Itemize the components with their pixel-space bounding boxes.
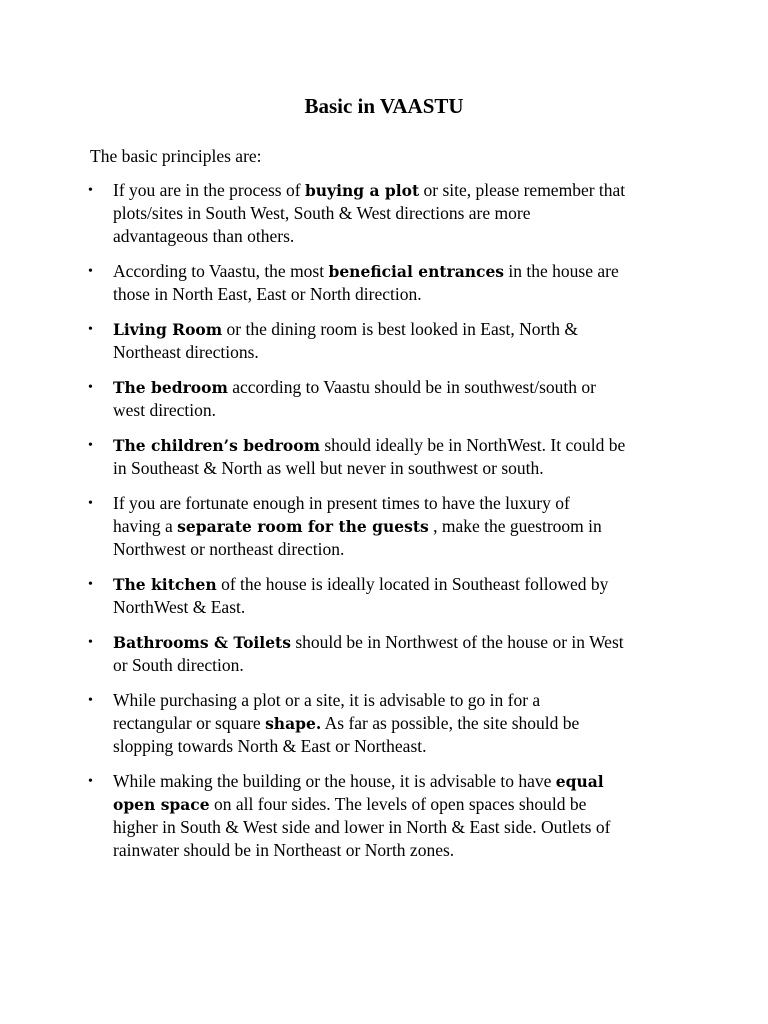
list-item — [88, 318, 688, 364]
body-text: rainwater should be in Northeast or North zones. — [113, 840, 455, 860]
bullet-icon: • — [88, 438, 93, 453]
list-item-line — [113, 735, 688, 758]
emphasis-text: open space — [113, 795, 210, 814]
body-text: or South direction. — [113, 655, 244, 675]
list-item — [88, 631, 688, 677]
list-item-line — [113, 399, 688, 422]
body-text: slopping towards North & East or Northeast. — [113, 736, 427, 756]
list-item-line — [113, 492, 688, 515]
list-item-line — [113, 631, 688, 654]
list-item-line — [113, 457, 688, 480]
list-item-line — [113, 376, 688, 399]
body-text: plots/sites in South West, South & West directions are more — [113, 203, 531, 223]
list-item — [88, 573, 688, 619]
bullet-icon: • — [88, 693, 93, 708]
body-text: If you are fortunate enough in present times to have the luxury of — [113, 493, 570, 513]
body-text: As far as possible, the site should be — [321, 713, 580, 733]
body-text: While making the building or the house, it is advisable to have — [113, 771, 556, 791]
body-text: advantageous than others. — [113, 226, 295, 246]
list-item — [88, 260, 688, 306]
list-item-line — [113, 538, 688, 561]
bullet-icon: • — [88, 264, 93, 279]
emphasis-text: beneficial entrances — [328, 262, 505, 281]
list-item-line — [113, 816, 688, 839]
bullet-icon: • — [88, 380, 93, 395]
principles-list — [88, 179, 688, 874]
document-title: Basic in VAASTU — [304, 94, 464, 118]
body-text: , make the guestroom in — [428, 516, 602, 536]
body-text: of the house is ideally located in Southeast followed by — [216, 574, 609, 594]
bullet-icon: • — [88, 635, 93, 650]
list-item-line — [113, 573, 688, 596]
bullet-icon: • — [88, 496, 93, 511]
emphasis-text: separate room for the guests — [177, 517, 429, 536]
body-text: If you are in the process of — [113, 180, 305, 200]
list-item-line — [113, 341, 688, 364]
emphasis-text: The kitchen — [113, 575, 217, 594]
list-item — [88, 376, 688, 422]
list-item-line — [113, 318, 688, 341]
list-item-line — [113, 793, 688, 816]
emphasis-text: The children’s bedroom — [113, 436, 320, 455]
body-text: should ideally be in NorthWest. It could be — [319, 435, 626, 455]
emphasis-text: equal — [555, 772, 604, 791]
body-text: in the house are — [504, 261, 619, 281]
body-text: west direction. — [113, 400, 217, 420]
bullet-icon: • — [88, 322, 93, 337]
list-item-line — [113, 179, 688, 202]
body-text: on all four sides. The levels of open spaces should be — [209, 794, 587, 814]
emphasis-text: shape. — [265, 714, 322, 733]
bullet-icon: • — [88, 774, 93, 789]
emphasis-text: Bathrooms & Toilets — [113, 633, 291, 652]
emphasis-text: buying a plot — [304, 181, 420, 200]
body-text: NorthWest & East. — [113, 597, 246, 617]
list-item-line — [113, 689, 688, 712]
bullet-icon: • — [88, 577, 93, 592]
body-text: According to Vaastu, the most — [113, 261, 329, 281]
list-item-line — [113, 434, 688, 457]
body-text: having a — [113, 516, 178, 536]
list-item-line — [113, 654, 688, 677]
emphasis-text: The bedroom — [113, 378, 228, 397]
list-item-line — [113, 596, 688, 619]
body-text: or the dining room is best looked in East, North & — [222, 319, 578, 339]
bullet-icon: • — [88, 183, 93, 198]
body-text: rectangular or square — [113, 713, 266, 733]
body-text: While purchasing a plot or a site, it is advisable to go in for a — [113, 690, 541, 710]
list-item-line — [113, 712, 688, 735]
list-item — [88, 492, 688, 561]
list-item-line — [113, 202, 688, 225]
body-text: Northwest or northeast direction. — [113, 539, 345, 559]
intro-paragraph: The basic principles are: — [90, 146, 262, 166]
list-item-line — [113, 283, 688, 306]
body-text: or site, please remember that — [419, 180, 626, 200]
list-item-line — [113, 770, 688, 793]
body-text: higher in South & West side and lower in North & East side. Outlets of — [113, 817, 611, 837]
list-item — [88, 770, 688, 862]
list-item-line — [113, 225, 688, 248]
body-text: should be in Northwest of the house or in West — [290, 632, 624, 652]
list-item-line — [113, 515, 688, 538]
list-item — [88, 434, 688, 480]
body-text: in Southeast & North as well but never in southwest or south. — [113, 458, 544, 478]
list-item-line — [113, 839, 688, 862]
list-item — [88, 179, 688, 248]
body-text: Northeast directions. — [113, 342, 259, 362]
list-item — [88, 689, 688, 758]
emphasis-text: Living Room — [113, 320, 223, 339]
body-text: according to Vaastu should be in southwest/south or — [227, 377, 596, 397]
body-text: those in North East, East or North direction. — [113, 284, 422, 304]
list-item-line — [113, 260, 688, 283]
